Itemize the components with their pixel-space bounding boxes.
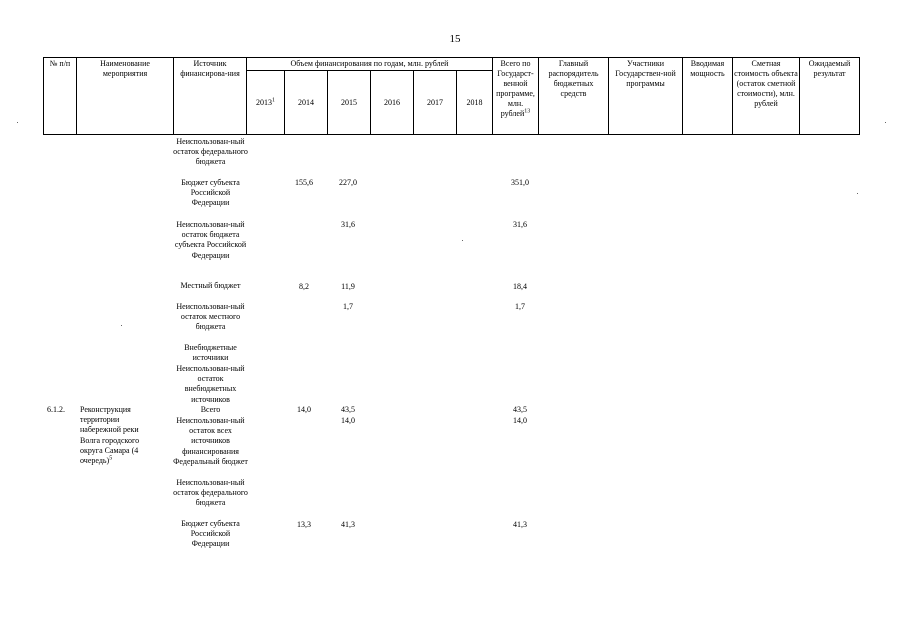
source-cell: Федеральный бюджет — [173, 457, 248, 466]
header-year-2015: 2015 — [328, 71, 371, 135]
item-name-text: Реконструкция территории набережной реки Волга городского округа Самара (4 очередь) — [80, 405, 140, 466]
value-2014: 8,2 — [299, 282, 309, 291]
header-name: Наименование мероприятия — [77, 58, 174, 135]
header-year-2018: 2018 — [457, 71, 493, 135]
header-cost: Сметная стоимость объекта (остаток сметной стоимости), млн. рублей — [733, 58, 800, 135]
value-2015: 227,0 — [339, 178, 357, 187]
header-year-2016: 2016 — [371, 71, 414, 135]
value-total: 351,0 — [511, 178, 529, 187]
source-cell: Всего — [200, 405, 221, 414]
header-no: № п/п — [44, 58, 77, 135]
scan-speck — [857, 193, 858, 194]
header-result: Ожидаемый результат — [800, 58, 860, 135]
header-year-2017: 2017 — [414, 71, 457, 135]
header-total-note: 13 — [524, 108, 531, 115]
source-cell: Неиспользован-ный остаток местного бюджета — [176, 302, 245, 332]
value-total: 18,4 — [513, 282, 527, 291]
scan-speck — [885, 122, 886, 123]
header-total-text: Всего по Государст-венной программе, млн. рублей — [496, 59, 535, 118]
source-cell: Неиспользован-ный остаток всех источников финансирования — [176, 416, 245, 456]
value-2015: 31,6 — [341, 220, 355, 229]
header-total — [493, 58, 539, 135]
value-2015: 41,3 — [341, 520, 355, 529]
value-2014: 155,6 — [295, 178, 313, 187]
year-2013-note: 1 — [272, 96, 275, 103]
page-number: 15 — [449, 33, 461, 45]
value-total: 43,5 — [513, 405, 527, 414]
source-cell: Бюджет субъекта Российской Федерации — [181, 178, 240, 208]
source-cell: Внебюджетные источники — [184, 343, 237, 363]
year-2013-label: 2013 — [256, 97, 272, 107]
source-cell: Неиспользован-ный остаток бюджета субъекта Российской Федерации — [174, 220, 247, 260]
value-total: 41,3 — [513, 520, 527, 529]
header-year-2013 — [247, 71, 285, 135]
scan-speck — [121, 325, 122, 326]
value-total: 1,7 — [515, 302, 525, 311]
header-manager: Главный распорядитель бюджетных средств — [539, 58, 609, 135]
source-cell: Неиспользован-ный остаток внебюджетных источников — [176, 364, 245, 404]
header-funding: Объем финансирования по годам, млн. рублей — [247, 58, 493, 71]
scan-speck — [17, 122, 18, 123]
value-2015: 14,0 — [341, 416, 355, 425]
value-2015: 11,9 — [341, 282, 355, 291]
header-source: Источник финансирова-ния — [174, 58, 247, 135]
source-cell: Неиспользован-ный остаток федерального бюджета — [173, 137, 248, 167]
header-participants: Участники Государствен-ной программы — [609, 58, 683, 135]
item-name-note: 5 — [109, 455, 113, 462]
table-header — [43, 57, 860, 135]
value-total: 31,6 — [513, 220, 527, 229]
source-cell: Местный бюджет — [180, 281, 241, 290]
value-total: 14,0 — [513, 416, 527, 425]
source-cell: Бюджет субъекта Российской Федерации — [181, 519, 240, 549]
value-2014: 13,3 — [297, 520, 311, 529]
value-2015: 43,5 — [341, 405, 355, 414]
value-2015: 1,7 — [343, 302, 353, 311]
source-cell: Неиспользован-ный остаток федерального бюджета — [173, 478, 248, 508]
item-name — [80, 405, 160, 466]
header-capacity: Вводимая мощность — [683, 58, 733, 135]
scan-speck — [462, 240, 463, 241]
item-number: 6.1.2. — [47, 405, 65, 414]
value-2014: 14,0 — [297, 405, 311, 414]
header-year-2014: 2014 — [285, 71, 328, 135]
